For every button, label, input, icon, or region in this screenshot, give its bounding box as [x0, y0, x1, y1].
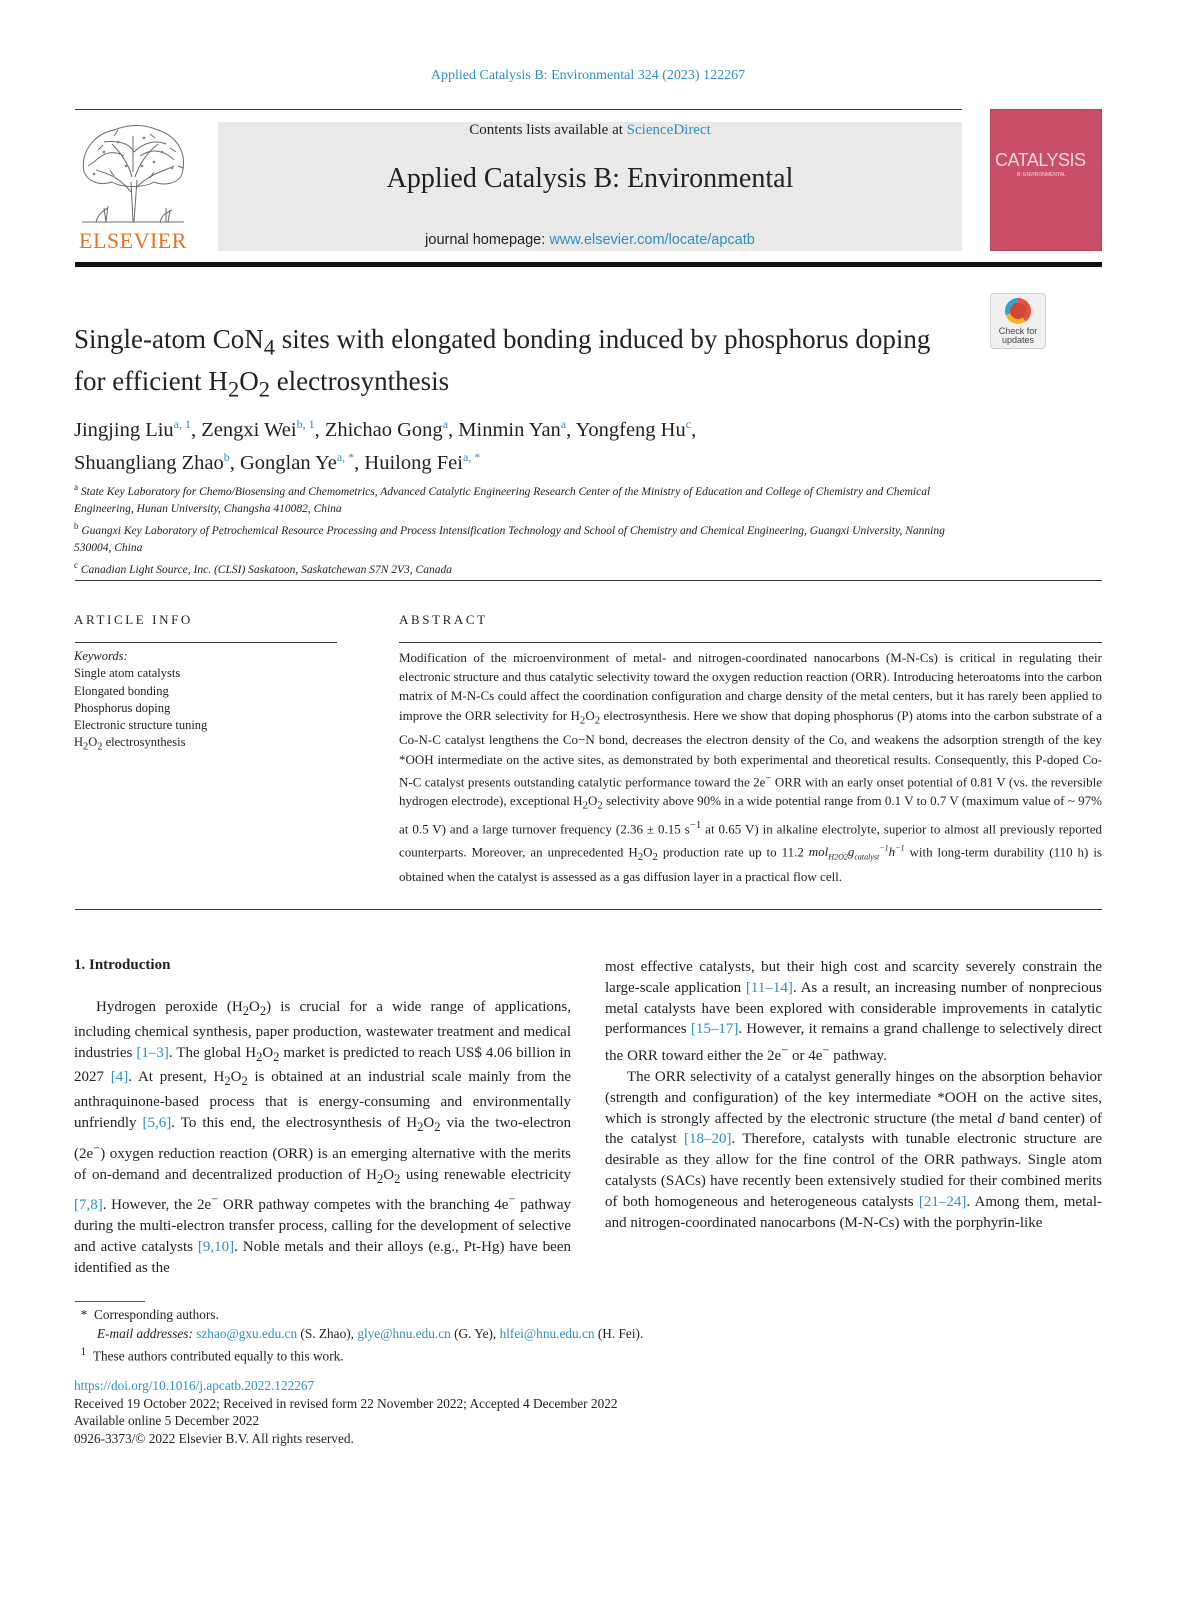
body-column-right [605, 957, 1102, 1233]
abstract-text: Modification of the microenvironment of metal- and nitrogen-coordinated nanocarbons (M-N-Cs) is critical in regulating their electronic structure and thus catalytic selectivity toward the oxygen reduction reaction (ORR). Introducing heteroatoms into the carbon matrix of M-N-Cs could affect the coordination configuration and charge density of the metal centers, but it has rarely been applied to improve the ORR selectivity for $H_2O_2$ electrosynthesis. Here we show that doping phosphorus (P) atoms into the carbon substrate of a Co-N-C catalyst lengthens the Co−N bond, decreases the electron density of the Co, and weakens the adsorption strength of the key *OOH intermediate on the active sites, as demonstrated by both experimental and theoretical results. Consequently, this P-doped Co-N-C catalyst presents outstanding catalytic performance toward the 2e− ORR with an early onset potential of 0.81 V (vs. the reversible hydrogen electrode), exceptional $H_2O_2$ selectivity above 90% in a wide potential range from 0.1 V to 0.7 V (maximum value of ~ 97% at 0.5 V) and a large turnover frequency (2.36 ± 0.15 $s^{-1}$ at 0.65 V) in alkaline electrolyte, superior to almost all previously reported counterparts. Moreover, an unprecedented $H_2O_2$ production rate up to 11.2 $mol_{H2O2}g_{catalyst}^{-1}h^{-1}$ with long-term durability (110 h) is obtained when the catalyst is assessed as a gas diffusion layer in a practical flow cell. [399, 650, 1102, 884]
divider [75, 109, 962, 110]
keyword-item: Phosphorus doping [74, 700, 171, 715]
author-affiliation-mark[interactable]: a, * [462, 449, 481, 464]
article-title: Single-atom CoN$_4$ sites with elongated bonding induced by phosphorus doping for efficient $H_2O_2$ electrosynthesis [74, 324, 931, 402]
sciencedirect-link[interactable]: ScienceDirect [626, 122, 711, 138]
journal-name: Applied Catalysis B: Environmental [386, 163, 794, 194]
affiliation-item: $^a$ State Key Laboratory for Chemo/Biosensing and Chemometrics, Advanced Catalytic Engineering Research Center of the Ministry of Education and College of Chemistry and Chemical Engineering, Hunan University, Changsha 410082, China [74, 482, 931, 515]
citation-link[interactable]: [4] [110, 1069, 129, 1086]
author-affiliation-mark[interactable]: a [442, 417, 449, 431]
author-name[interactable]: Zengxi Wei [201, 418, 297, 441]
paragraph: Hydrogen peroxide $(H_2O_2)$ is crucial for a wide range of applications, including chemical synthesis, paper production, wastewater treatment and medical industries [1–3]. The global $H_2O_2$ market is predicted to reach US$ 4.06 billion in 2027 [4]. At present, $H_2O_2$ is obtained at an industrial scale mainly from the anthraquinone-based process that is energy-consuming and environmentally unfriendly [5,6]. To this end, the electrosynthesis of $H_2O_2$ via the two-electron (2e−) oxygen reduction reaction (ORR) is an emerging alternative with the merits of on-demand and decentralized production of $H_2O_2$ using renewable electricity [7,8]. However, the 2e− ORR pathway competes with the branching 4e− pathway during the multi-electron transfer process, calling for the development of selective and active catalysts [9,10]. Noble metals and their alloys (e.g., Pt-Hg) have been identified as the [74, 999, 572, 1276]
section-heading-introduction: 1. Introduction [74, 957, 171, 973]
author-name[interactable]: Huilong Fei [364, 451, 463, 474]
keyword-item: Electronic structure tuning [74, 718, 208, 733]
contents-line [218, 122, 962, 139]
keywords-label: Keywords: [74, 649, 128, 663]
contents-prefix: Contents lists available at [469, 122, 627, 138]
author-name[interactable]: Minmin Yan [458, 418, 561, 441]
citation-link[interactable]: [21–24] [918, 1193, 967, 1210]
publication-info [74, 1377, 974, 1447]
citation-link[interactable]: [5,6] [142, 1114, 172, 1131]
author-name[interactable]: Jingjing Liu [74, 418, 174, 441]
body-column-left [74, 997, 571, 1279]
author-name[interactable]: Gonglan Ye [240, 451, 337, 474]
author-affiliation-mark[interactable]: c [685, 417, 692, 431]
cover-title: CATALYSIS [995, 150, 1086, 170]
author-affiliation-mark[interactable]: a [560, 417, 567, 431]
journal-cover-thumbnail[interactable] [990, 109, 1102, 251]
author-affiliation-mark[interactable]: a, 1 [173, 417, 191, 431]
homepage-prefix: journal homepage: [425, 232, 550, 248]
author-affiliation-mark[interactable]: b [223, 449, 230, 464]
citation-link[interactable]: [18–20] [683, 1131, 732, 1148]
affiliation-item: $^b$ Guangxi Key Laboratory of Petrochemical Resource Processing and Process Intensification Technology and School of Chemistry and Chemical Engineering, Guangxi University, Nanning 530004, China [74, 520, 945, 554]
footnote-divider [75, 1301, 145, 1302]
check-updates-label: Check for updates [998, 326, 1038, 345]
divider [75, 580, 1102, 581]
homepage-line [218, 232, 962, 248]
citation-link[interactable]: [11–14] [745, 979, 793, 996]
author-affiliation-mark[interactable]: b, 1 [296, 417, 315, 431]
footnote-emails: E-mail addresses: szhao@gxu.edu.cn (S. Zhao), glye@hnu.edu.cn (G. Ye), hlfei@hnu.edu.cn (H. Fei). [97, 1326, 644, 1341]
author-name[interactable]: Yongfeng Hu [575, 418, 686, 441]
citation-link[interactable]: [15–17] [690, 1021, 739, 1038]
author-name[interactable]: Shuangliang Zhao [74, 451, 224, 474]
email-link[interactable]: hlfei@hnu.edu.cn [499, 1326, 595, 1341]
crossmark-icon-center [1010, 303, 1026, 319]
divider [75, 642, 337, 643]
author-list: Jingjing Liu$^{a, 1}$, Zengxi Wei$^{b, 1}$, Zhichao Gong$^a$, Minmin Yan$^a$, Yongfeng Hu$^c$, Shuangliang Zhao$^b$, Gonglan Ye$^{a, *}$, Huilong Fei$^{a, *}$ [74, 417, 697, 474]
footnotes [74, 1305, 974, 1365]
citation-link[interactable]: [7,8] [74, 1197, 103, 1214]
footnote-equal-contribution: $^1$ These authors contributed equally to this work. [80, 1346, 344, 1364]
author-name[interactable]: Zhichao Gong [324, 418, 443, 441]
paragraph: The ORR selectivity of a catalyst generally hinges on the absorption behavior (strength and configuration) of the key intermediate *OOH on the active sites, which is strongly affected by the electronic structure (the metal d band center) of the catalyst [18–20]. Therefore, catalysts with tunable electronic structure are desirable as they allow for the fine control of the ORR pathways. Single atom catalysts (SACs) have recently been extensively studied for their combined merits of both homogeneous and heterogeneous catalysts [21–24]. Among them, metal- and nitrogen-coordinated nanocarbons (M-N-Cs) with the porphyrin-like [605, 1068, 1103, 1231]
email-link[interactable]: glye@hnu.edu.cn [357, 1326, 451, 1341]
journal-banner [218, 122, 962, 251]
elsevier-logo[interactable] [74, 122, 192, 254]
header-rule [75, 262, 1102, 267]
divider [399, 642, 1102, 643]
footnote-corresponding: * Corresponding authors. [80, 1307, 219, 1322]
citation-link[interactable]: [1–3] [136, 1044, 169, 1061]
received-dates: Received 19 October 2022; Received in revised form 22 November 2022; Accepted 4 December 2022 [74, 1395, 618, 1411]
citation-link[interactable]: [9,10] [197, 1238, 235, 1255]
author-affiliation-mark[interactable]: a, * [336, 449, 355, 464]
affiliations [74, 479, 964, 578]
elsevier-wordmark: ELSEVIER [79, 228, 187, 253]
keyword-item: Elongated bonding [74, 683, 169, 698]
check-for-updates-button[interactable] [990, 293, 1046, 349]
affiliation-item: $^c$ Canadian Light Source, Inc. (CLSI) Saskatoon, Saskatchewan S7N 2V3, Canada [74, 559, 452, 576]
keyword-item: Single atom catalysts [74, 666, 181, 681]
paragraph: most effective catalysts, but their high cost and scarcity severely constrain the large-scale application [11–14]. As a result, an increasing number of nonprecious metal catalysts have been explored with considerable improvements in catalytic performances [15–17]. However, it remains a grand challenge to selectively direct the ORR toward either the 2e− or 4e− pathway. [605, 959, 1103, 1065]
available-online: Available online 5 December 2022 [74, 1413, 260, 1428]
divider [75, 909, 1102, 910]
keyword-item: $H_2O_2$ electrosynthesis [74, 735, 186, 753]
abstract-heading: ABSTRACT [399, 612, 488, 627]
journal-homepage-link[interactable]: www.elsevier.com/locate/apcatb [549, 232, 755, 248]
doi-link[interactable]: https://doi.org/10.1016/j.apcatb.2022.122267 [74, 1378, 315, 1393]
keywords-list [74, 648, 207, 756]
email-link[interactable]: szhao@gxu.edu.cn [196, 1326, 298, 1341]
copyright: 0926-3373/© 2022 Elsevier B.V. All rights reserved. [74, 1430, 354, 1446]
elsevier-tree-icon [74, 122, 192, 226]
article-info-heading: ARTICLE INFO [74, 612, 193, 627]
cover-subtitle: B: ENVIRONMENTAL [1017, 172, 1066, 178]
journal-reference-link[interactable]: Applied Catalysis B: Environmental 324 (2023) 122267 [430, 68, 746, 83]
